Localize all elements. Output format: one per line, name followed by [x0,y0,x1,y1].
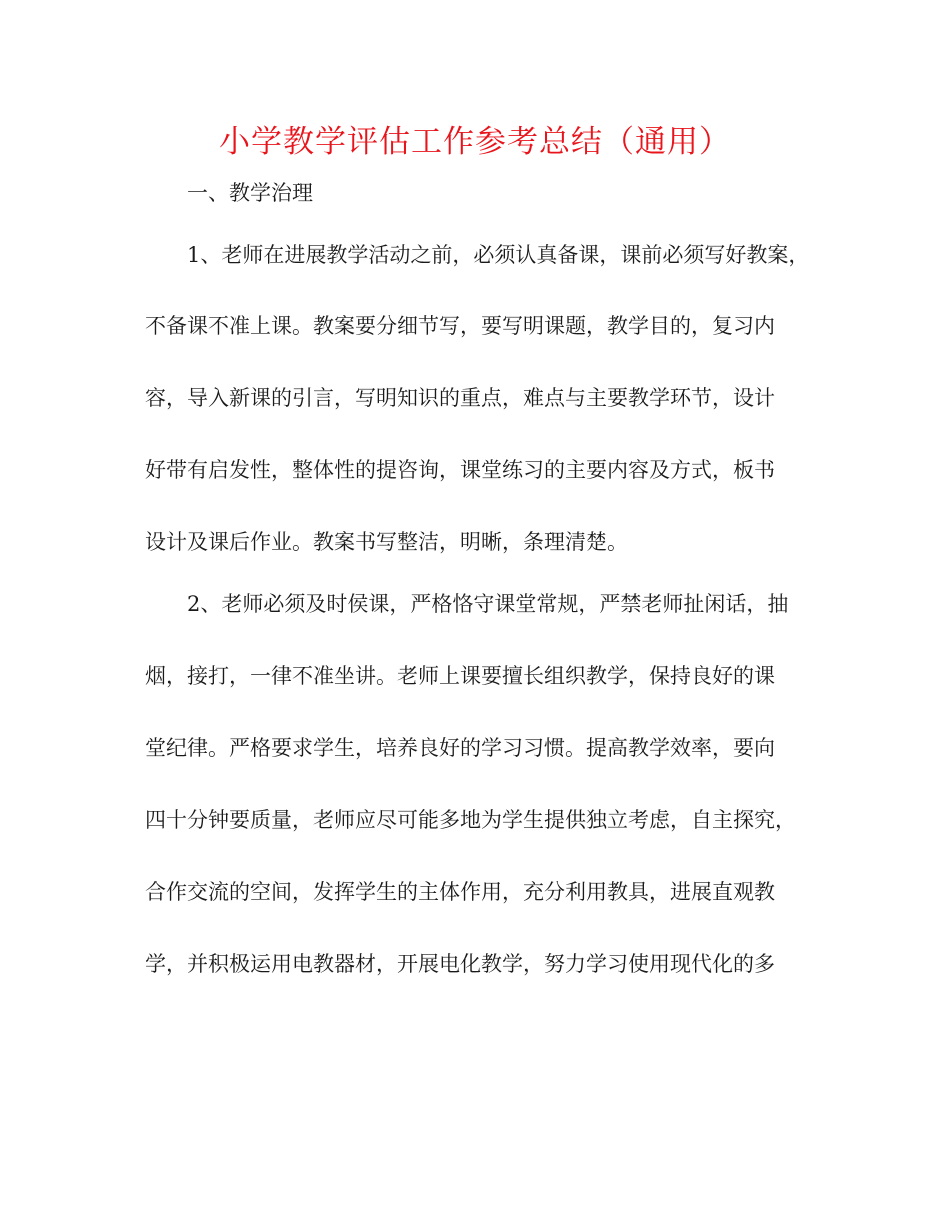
paragraph-1-line-3: 容，导入新课的引言，写明知识的重点，难点与主要教学环节，设计 [145,386,775,410]
section-heading: 一、教学治理 [187,181,313,205]
document-title: 小学教学评估工作参考总结（通用） [219,124,731,160]
paragraph-2-line-3: 堂纪律。严格要求学生，培养良好的学习习惯。提高教学效率，要向 [145,736,775,760]
paragraph-1-line-1: 1、老师在进展教学活动之前，必须认真备课，课前必须写好教案， [187,243,810,267]
paragraph-2-line-1: 2、老师必须及时侯课，严格恪守课堂常规，严禁老师扯闲话，抽 [187,592,789,616]
paragraph-1-line-5: 设计及课后作业。教案书写整洁，明晰，条理清楚。 [145,530,628,554]
paragraph-2-line-4: 四十分钟要质量，老师应尽可能多地为学生提供独立考虑，自主探究， [145,808,796,832]
paragraph-2-line-2: 烟，接打，一律不准坐讲。老师上课要擅长组织教学，保持良好的课 [145,664,775,688]
paragraph-1-line-4: 好带有启发性，整体性的提咨询，课堂练习的主要内容及方式，板书 [145,458,775,482]
paragraph-2-line-5: 合作交流的空间，发挥学生的主体作用，充分利用教具，进展直观教 [145,880,775,904]
paragraph-2-line-6: 学，并积极运用电教器材，开展电化教学，努力学习使用现代化的多 [145,952,775,976]
paragraph-1-line-2: 不备课不准上课。教案要分细节写，要写明课题，教学目的，复习内 [145,314,775,338]
